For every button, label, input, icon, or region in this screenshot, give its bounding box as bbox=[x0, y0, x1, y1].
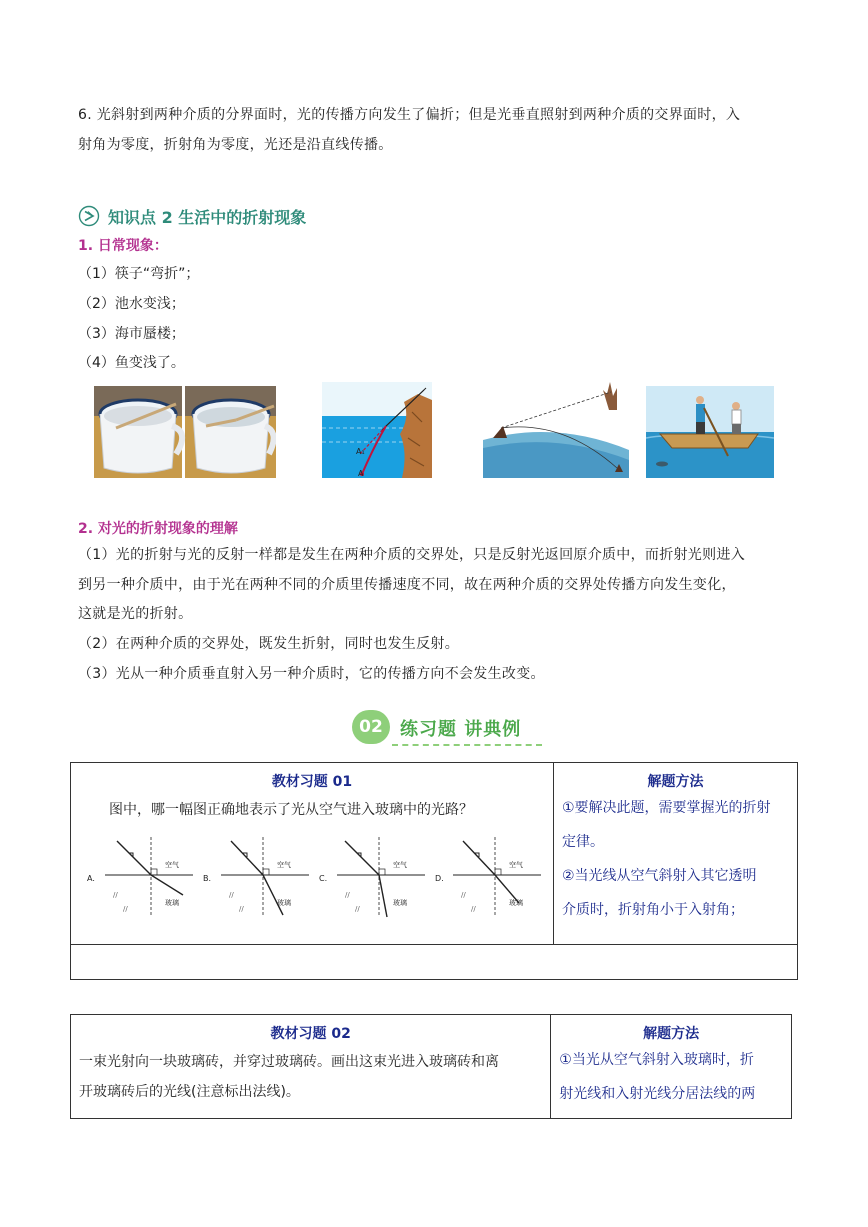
exercise-1-method-cell bbox=[554, 763, 798, 945]
option-c-diagram bbox=[319, 837, 425, 917]
exercise-2-question-line1: 一束光射向一块玻璃砖，并穿过玻璃砖。画出这束光进入玻璃砖和离 bbox=[79, 1054, 499, 1070]
intro-line-2: 射角为零度，折射角为零度，光还是沿直线传播。 bbox=[78, 137, 393, 153]
exercise-2-question-cell bbox=[71, 1015, 551, 1119]
option-b-air: 空气 bbox=[277, 861, 291, 869]
exercise-2-heading: 教材习题 02 bbox=[270, 1026, 351, 1042]
option-b-glass: 玻璃 bbox=[277, 899, 291, 907]
option-c-air: 空气 bbox=[393, 861, 407, 869]
chopstick-cups-photo bbox=[94, 386, 276, 478]
exercise-1-heading: 教材习题 01 bbox=[271, 774, 353, 790]
exercise-1-options-figure bbox=[83, 831, 553, 921]
option-d-air: 空气 bbox=[509, 861, 523, 869]
knowledge-point-heading bbox=[78, 203, 306, 229]
svg-text://: // bbox=[471, 905, 476, 913]
option-c-letter: C. bbox=[319, 874, 328, 883]
exercise-2-question-line2: 开玻璃砖后的光线(注意标出法线)。 bbox=[79, 1084, 300, 1100]
exercise-1-method-line2: 定律。 bbox=[562, 834, 604, 850]
exercise-1-method-heading: 解题方法 bbox=[647, 774, 704, 790]
exercise-1-method-line1: ①要解决此题，需要掌握光的折射 bbox=[562, 800, 771, 816]
option-a-air: 空气 bbox=[165, 861, 179, 869]
svg-text://: // bbox=[239, 905, 244, 913]
svg-text://: // bbox=[345, 891, 350, 899]
list-item: （4）鱼变浅了。 bbox=[78, 355, 185, 371]
section-number: 02 bbox=[352, 710, 390, 744]
section-heading bbox=[352, 708, 542, 748]
option-c-glass: 玻璃 bbox=[393, 899, 407, 907]
para1-line1: （1）光的折射与光的反射一样都是发生在两种介质的交界处，只是反射光返回原介质中，而折射光则进入 bbox=[78, 547, 746, 563]
svg-text://: // bbox=[123, 905, 128, 913]
section-underline bbox=[392, 744, 542, 746]
knowledge-point-title: 知识点 2 生活中的折射现象 bbox=[108, 207, 307, 227]
exercise-2-method-line2: 射光线和入射光线分居法线的两 bbox=[559, 1086, 756, 1102]
sub-heading-understanding: 2. 对光的折射现象的理解 bbox=[78, 521, 238, 537]
mirage-diagram bbox=[483, 380, 629, 478]
boat-fishing-illustration bbox=[646, 386, 774, 478]
exercise-1-method-line4: 介质时，折射角小于入射角； bbox=[562, 902, 744, 918]
option-b-letter: B. bbox=[203, 874, 212, 883]
option-b-diagram bbox=[203, 837, 309, 915]
pool-refraction-diagram bbox=[322, 382, 432, 478]
option-d-glass: 玻璃 bbox=[509, 899, 523, 907]
section-title: 练习题 讲典例 bbox=[400, 719, 522, 740]
exercise-2-method-cell bbox=[551, 1015, 792, 1119]
exercise-2-method-line1: ①当光从空气斜射入玻璃时，折 bbox=[559, 1052, 754, 1068]
exercise-1-table bbox=[70, 762, 798, 980]
sub-heading-daily: 1. 日常现象： bbox=[78, 238, 168, 254]
exercise-1-answer-cell[interactable] bbox=[71, 945, 798, 980]
svg-text://: // bbox=[229, 891, 234, 899]
option-a-letter: A. bbox=[87, 874, 95, 883]
option-a-diagram bbox=[87, 837, 193, 915]
label-a1: A₁ bbox=[356, 447, 365, 456]
exercise-1-method-line3: ②当光线从空气斜射入其它透明 bbox=[562, 868, 757, 884]
option-d-letter: D. bbox=[435, 874, 444, 883]
option-d-diagram bbox=[435, 837, 541, 915]
list-item: （3）海市蜃楼； bbox=[78, 326, 185, 342]
label-a: A bbox=[358, 469, 364, 478]
option-a-glass: 玻璃 bbox=[165, 899, 179, 907]
svg-text://: // bbox=[355, 905, 360, 913]
svg-text://: // bbox=[461, 891, 466, 899]
play-circle-icon bbox=[78, 205, 100, 227]
list-item: （2）池水变浅； bbox=[78, 296, 185, 312]
svg-text://: // bbox=[113, 891, 118, 899]
intro-line-1: 6. 光斜射到两种介质的分界面时，光的传播方向发生了偏折；但是光垂直照射到两种介质的交界面时，入 bbox=[78, 107, 741, 123]
exercise-1-question: 图中，哪一幅图正确地表示了光从空气进入玻璃中的光路？ bbox=[109, 802, 473, 818]
para2: （2）在两种介质的交界处，既发生折射，同时也发生反射。 bbox=[78, 636, 460, 652]
exercise-2-table bbox=[70, 1014, 792, 1119]
exercise-2-method-heading: 解题方法 bbox=[643, 1026, 700, 1042]
para3: （3）光从一种介质垂直射入另一种介质时，它的传播方向不会发生改变。 bbox=[78, 666, 545, 682]
para1-line3: 这就是光的折射。 bbox=[78, 606, 193, 622]
para1-line2: 到另一种介质中，由于光在两种不同的介质里传播速度不同，故在两种介质的交界处传播方向发生变化， bbox=[78, 577, 736, 593]
exercise-1-question-cell bbox=[71, 763, 554, 945]
list-item: （1）筷子“弯折”； bbox=[78, 266, 200, 282]
